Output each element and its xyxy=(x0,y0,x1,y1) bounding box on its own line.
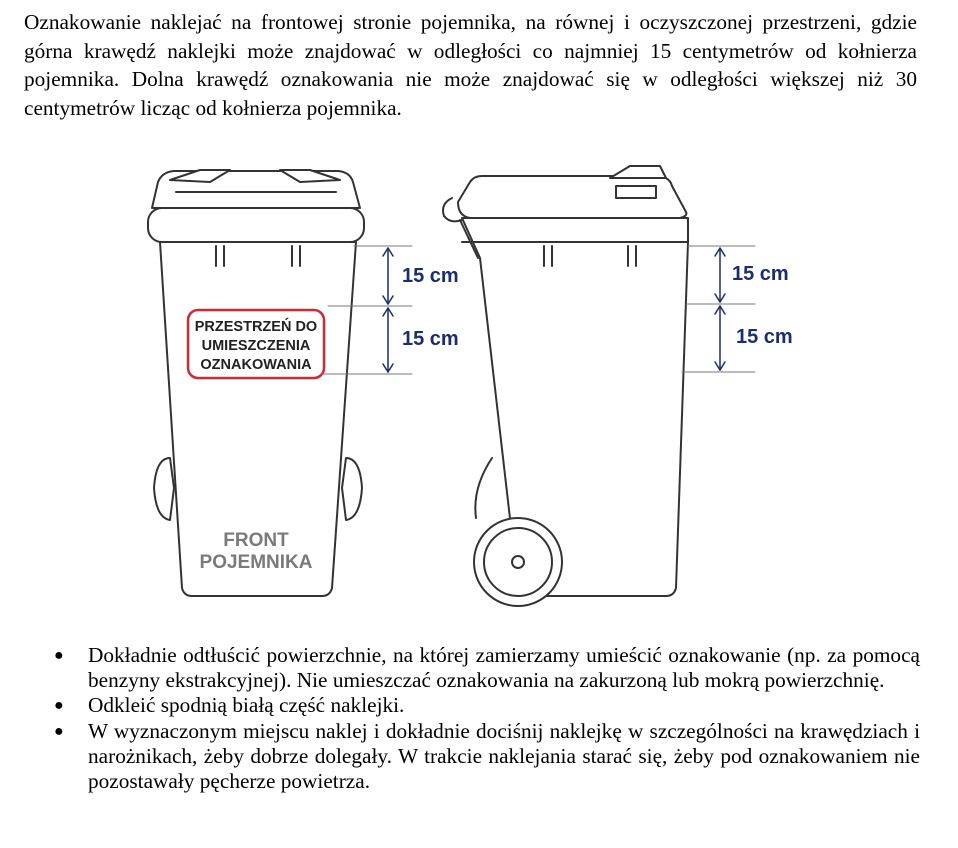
front-bin-wheel-right xyxy=(342,458,362,520)
bullet-icon: ● xyxy=(54,697,64,715)
front-label-line-1: FRONT xyxy=(223,530,289,551)
instruction-item xyxy=(40,643,920,693)
bullet-icon: ● xyxy=(54,647,64,664)
side-bin-wheel-hub xyxy=(512,556,524,568)
instruction-text: Dokładnie odtłuścić powierzchnie, na której zamierzamy umieścić oznakowanie (np. za pomocą benzyny ekstrakcyjnej). Nie umieszczać oznakowania na zakurzoną lub mokrą powierzchnię. xyxy=(88,643,920,693)
side-bin-lid-latch xyxy=(616,186,656,198)
side-measure-bottom: 15 cm xyxy=(736,326,793,348)
bin-labeling-diagram xyxy=(140,158,820,613)
instruction-text: Odkleić spodnią białą część naklejki. xyxy=(88,693,405,718)
side-bin-wheel-arch xyxy=(475,458,492,518)
instruction-list xyxy=(40,643,920,794)
instruction-item xyxy=(40,693,920,718)
front-label-line-2: POJEMNIKA xyxy=(199,552,313,573)
side-bin-lid-handle xyxy=(610,166,666,178)
front-bin-collar xyxy=(148,208,364,242)
intro-paragraph: Oznakowanie naklejać na frontowej stronie pojemnika, na równej i oczyszczonej przestrzeni, gdzie górna krawędź naklejki może znajdować w odległości co najmniej 15 centymetrów od kołnierza pojemnika. Dolna krawędź oznakowania nie może znajdować się w odległości większej niż 30 centymetrów licząc od kołnierza pojemnika. xyxy=(24,10,917,120)
front-bin xyxy=(148,170,364,596)
front-bin-wheel-left xyxy=(154,458,174,520)
instruction-text: W wyznaczonym miejscu naklej i dokładnie dociśnij naklejkę w szczególności na krawędziach i narożnikach, żeby dobrze dolegały. W trakcie naklejania starać się, żeby pod oznakowaniem nie pozostawały pęcherze powietrza. xyxy=(88,718,920,794)
side-bin xyxy=(443,166,688,606)
instruction-item xyxy=(40,719,920,795)
label-area-line-2: UMIESZCZENIA xyxy=(201,338,311,354)
label-area-line-3: OZNAKOWANIA xyxy=(200,357,312,373)
front-measure-bottom: 15 cm xyxy=(402,328,459,350)
bullet-icon: ● xyxy=(54,722,64,740)
side-measure-top: 15 cm xyxy=(732,263,789,285)
label-area-line-1: PRZESTRZEŃ DO xyxy=(194,319,318,335)
bin-illustration xyxy=(140,158,820,613)
front-measure-top: 15 cm xyxy=(402,265,459,287)
